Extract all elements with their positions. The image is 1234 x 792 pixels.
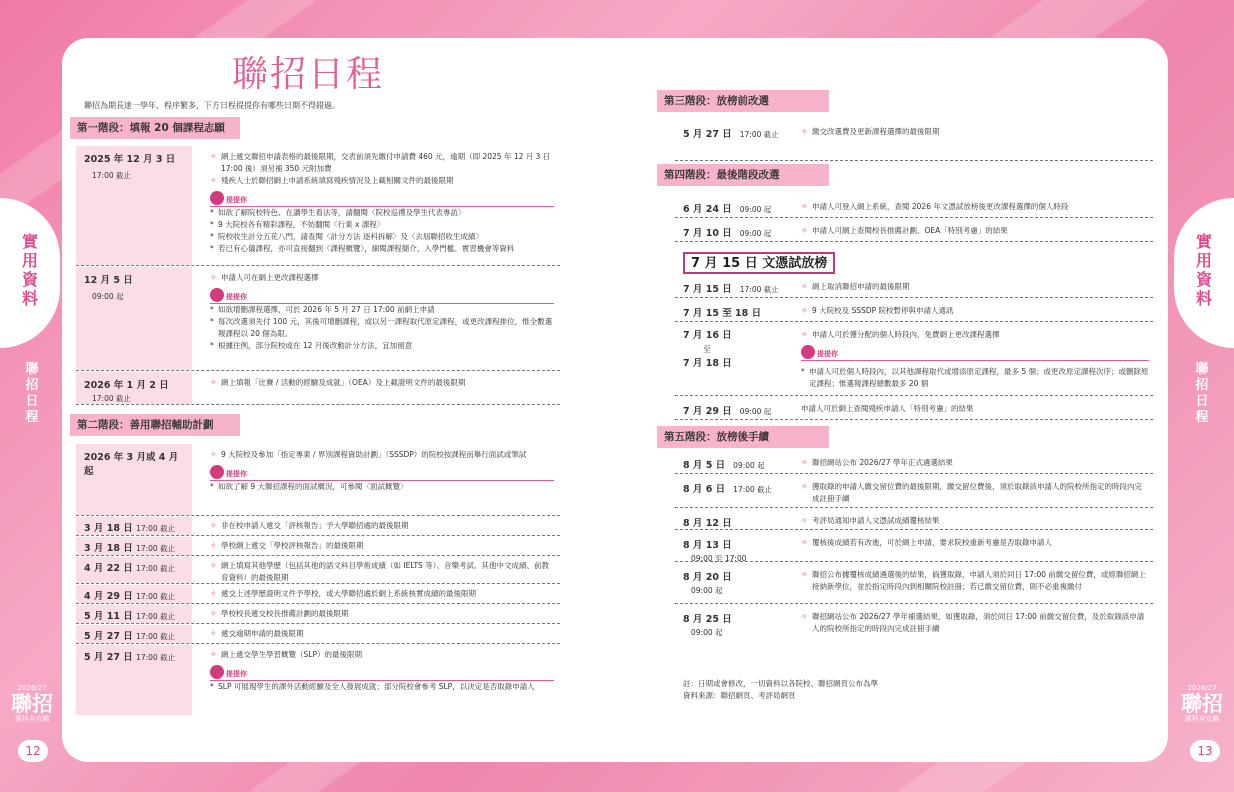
date: 2026 年 1 月 2 日: [84, 380, 169, 391]
date-cell: [76, 605, 192, 623]
stage-4-header: 第四階段：最後階段改選: [657, 164, 829, 186]
tip-label: 提提你: [226, 293, 247, 301]
bullet-item: ✧ 申請人可於獲分配的個人時段內，免費網上更改課程選擇: [801, 329, 1149, 341]
description: [801, 281, 1149, 293]
tip-label: 提提你: [226, 470, 247, 478]
time: 09:00 起: [739, 407, 772, 416]
date: [683, 481, 772, 495]
note: * 院校收生計分五花八門，請查閱〈計分方法 逐科拆解〉及〈去屆聯招收生成績〉: [210, 231, 554, 243]
date: [683, 126, 779, 140]
date-cell: [76, 267, 192, 370]
bullet-item: ✧ 學校校長遞交校長推薦計劃的最後限期: [210, 608, 554, 620]
date-to: 至: [703, 345, 711, 354]
date: [683, 569, 732, 596]
schedule-row: [675, 220, 1153, 242]
tab-char: 用: [21, 251, 38, 270]
date-text: 7 月 29 日: [683, 406, 732, 417]
date: [683, 537, 747, 564]
sub-char: 日: [25, 394, 39, 409]
date-text: 7 月 15 至 18 日: [683, 308, 762, 319]
bullet-item: ✧ 學校網上遞交「學校評核報告」的最後限期: [210, 540, 554, 552]
tip-marker: [210, 288, 554, 304]
description: [801, 569, 1149, 593]
description: [801, 537, 1149, 549]
schedule-row: [675, 196, 1153, 218]
date: 2025 年 12 月 3 日: [84, 154, 176, 165]
sub-char: 聯: [1195, 362, 1209, 377]
date-text: 8 月 5 日: [683, 460, 726, 471]
description: [204, 517, 560, 537]
schedule-row: [76, 267, 560, 371]
note: * 如欲增刪課程選擇，可於 2026 年 5 月 27 日 17:00 前網上申請: [210, 304, 554, 316]
results-day-banner: 7 月 15 日 文憑試放榜: [683, 252, 835, 274]
schedule-row: [76, 645, 560, 715]
tip-icon: [210, 191, 224, 205]
tab-char: 實: [1195, 232, 1212, 251]
description: [204, 267, 560, 357]
time: 09:00 起: [691, 628, 723, 637]
tip-marker: [210, 465, 554, 481]
description: [204, 585, 560, 605]
time: 17:00 截止: [136, 632, 176, 641]
note: * 每次改選須先付 100 元，其後可增刪課程，或以另一課程取代原定課程，或更改課程排位，惟全數選報課程以 20 個為限。: [210, 316, 554, 340]
right-page: [615, 38, 1168, 762]
tip-label: 提提你: [817, 350, 838, 358]
time: 17:00 截止: [136, 524, 176, 533]
bullet-item: ✧ 獲取錄的申請人繳交留位費的最後限期，繳交留位費後，須於取錄該申請人的院校所指定的時段內完成註冊手續: [801, 481, 1149, 505]
schedule-row: [675, 324, 1153, 396]
description: [204, 146, 560, 260]
description: [801, 329, 1149, 361]
description: [801, 515, 1149, 527]
date-text: 7 月 18 日: [683, 358, 732, 369]
brand-logo-right: [1174, 684, 1230, 724]
stage-5-header: 第五階段：放榜後手續: [657, 426, 829, 448]
description: [204, 372, 560, 394]
brand-logo-text: 聯招: [1181, 691, 1223, 716]
date-text: 8 月 25 日: [683, 614, 732, 625]
schedule-row: [675, 532, 1153, 562]
time: 09:00 起: [733, 461, 765, 470]
side-subtitle-right: [1192, 362, 1212, 426]
bullet-item: ✧ 聯招網站公布 2026/27 學年正式遴選結果: [801, 457, 1149, 469]
date: [683, 225, 771, 239]
tip-marker: [801, 345, 1149, 361]
tab-char: 資: [1195, 270, 1212, 289]
note: * 申請人可於個人時段內，以其他課程取代或增添原定課程，最多 5 個；或更改原定課程次序；或刪除原定課程；惟選報課程總數最多 20 個: [801, 366, 1149, 390]
description: [801, 305, 1149, 317]
footnote-line: 資料來源：聯招網頁、考評局網頁: [683, 691, 796, 700]
date: 3 月 18 日: [84, 523, 133, 534]
tab-char: 料: [21, 289, 38, 308]
schedule-row: [675, 276, 1153, 298]
note: * 若已有心儀課程，亦可直接翻到〈課程概覽〉，細閱課程簡介、入學門檻、實習機會等資料: [210, 243, 554, 255]
date-cell: [76, 444, 192, 515]
bullet-item: ✧ 網上取消聯招申請的最後限期: [801, 281, 1149, 293]
schedule-row: [76, 444, 560, 516]
date: 4 月 22 日: [84, 563, 133, 574]
side-tab-right: [1174, 198, 1234, 348]
date-text: 8 月 20 日: [683, 572, 732, 583]
schedule-row: [76, 605, 560, 624]
note: * 如欲了解 9 大聯招課程的面試概況，可參閱〈面試概覽〉: [210, 481, 554, 493]
description: [801, 126, 1149, 138]
date-cell: [76, 585, 192, 603]
page-number-right: 13: [1190, 740, 1220, 762]
tip-icon: [210, 288, 224, 302]
date: 5 月 27 日: [84, 631, 133, 642]
tab-char: 用: [1195, 251, 1212, 270]
date-text: 8 月 6 日: [683, 484, 726, 495]
date: 2026 年 3 月或 4 月起: [84, 452, 179, 477]
stage-1-header: 第一階段：填報 20 個課程志願: [70, 117, 240, 139]
date: [683, 281, 779, 295]
date: 12 月 5 日: [84, 275, 133, 286]
date-text: 8 月 13 日: [683, 540, 732, 551]
bullet-item: ✧ 聯招網站公布 2026/27 學年補選結果，如獲取錄，須於同日 17:00 前繳交留位費，及於取錄該申請人的院校所指定的時段內完成註冊手續: [801, 611, 1149, 635]
schedule-row: [675, 398, 1153, 420]
stage-3-header: 第三階段：放榜前改選: [657, 90, 829, 112]
sub-char: 程: [1195, 410, 1209, 425]
schedule-row: [76, 625, 560, 644]
bullet-item: ✧ 遞交逾期申請的最後限期: [210, 628, 554, 640]
date-cell: [76, 146, 192, 265]
page-title: 聯招日程: [232, 54, 385, 95]
description-text: 申請人可於網上查閱殘疾申請人「特別考慮」的結果: [801, 404, 974, 413]
schedule-row: [675, 121, 1153, 161]
date: [683, 305, 761, 319]
description: [204, 605, 560, 625]
note: * 根據往例，部分院校或在 12 月後改動計分方法，宜加留意: [210, 340, 554, 352]
time: 17:00 截止: [136, 564, 176, 573]
footnote-line: 註：日期或會修改，一切資料以各院校、聯招網頁公布為準: [683, 679, 878, 688]
schedule-row: [76, 585, 560, 604]
schedule-row: [76, 557, 560, 584]
date: [683, 611, 732, 638]
date-cell: [76, 372, 192, 404]
schedule-row: [76, 372, 560, 405]
brand-tagline: 選科全攻略: [1184, 715, 1220, 723]
date: 5 月 11 日: [84, 611, 133, 622]
footnote: [683, 678, 878, 702]
tip-label: 提提你: [226, 196, 247, 204]
date-text: 8 月 12 日: [683, 518, 732, 529]
schedule-row: [675, 564, 1153, 604]
description: [801, 481, 1149, 505]
description: [204, 625, 560, 645]
time: 09:00 起: [92, 292, 124, 301]
side-tab-left: [0, 198, 60, 348]
time: 17:00 截止: [136, 653, 176, 662]
bullet-item: ✧ 9 大院校及 SSSDP 院校暫停與申請人通訊: [801, 305, 1149, 317]
date-text: 7 月 10 日: [683, 228, 732, 239]
bullet-item: ✧ 網上填報「比賽 / 活動的經驗及成就」（OEA）及上載證明文件的最後限期: [210, 377, 554, 389]
schedule-row: [76, 537, 560, 556]
bullet-item: ✧ 9 大院校及參加「指定專業 / 界別課程資助計劃」（SSSDP）的院校按課程而舉行面試或筆試: [210, 449, 554, 461]
time: 09:00 至 17:00: [691, 554, 747, 563]
sub-char: 招: [25, 378, 39, 393]
book-spread: [62, 38, 1168, 762]
page-number-left: 12: [18, 740, 48, 762]
date-cell: [76, 625, 192, 643]
bullet-item: ✧ 申請人可在網上更改課程選擇: [210, 272, 554, 284]
description: [204, 645, 560, 698]
bullet-item: ✧ 網上遞交聯招申請表格的最後限期，交表前須先繳付申請費 460 元，逾期（即 2025 年 12 月 3 日 17:00 後）須另補 350 元附加費: [210, 151, 554, 175]
intro-text: 聯招為期長達一學年，程序繁多，下方日程提提你有哪些日期不得錯過。: [84, 101, 340, 110]
bullet-item: ✧ 覆核後成績若有改進，可於網上申請，要求院校重新考慮是否取錄申請人: [801, 537, 1149, 549]
schedule-row: [675, 510, 1153, 530]
schedule-row: [76, 517, 560, 536]
sub-char: 招: [1195, 378, 1209, 393]
tab-char: 料: [1195, 289, 1212, 308]
stage-2-header: 第二階段：善用聯招輔助計劃: [70, 414, 240, 436]
sub-char: 程: [25, 410, 39, 425]
description: [204, 537, 560, 557]
date: [683, 201, 771, 215]
time: 17:00 截止: [92, 394, 131, 403]
schedule-row: [675, 452, 1153, 474]
note: * 9 大院校各有精彩課程，不妨翻閱〈行業 x 課程〉: [210, 219, 554, 231]
description: [801, 201, 1149, 213]
schedule-row: [675, 300, 1153, 322]
date: 5 月 27 日: [84, 652, 133, 663]
time: 17:00 截止: [733, 485, 773, 494]
tip-marker: [210, 665, 554, 681]
date: 4 月 29 日: [84, 591, 133, 602]
bullet-item: ✧ 繳交改選費及更新課程選擇的最後限期: [801, 126, 1149, 138]
bullet-item: ✧ 聯招公布據覆核成績遴選後的結果，倘獲取錄，申請人須於同日 17:00 前繳交留位費，或經聯招網上接納新學位，並於指定時段內到相關院校註冊；若已繳交留位費，則不必重複繳付: [801, 569, 1149, 593]
side-subtitle-left: [22, 362, 42, 426]
description: [801, 225, 1149, 237]
sub-char: 聯: [25, 362, 39, 377]
description: [801, 403, 1149, 415]
bullet-item: ✧ 申請人可登入網上系統，查閱 2026 年文憑試放榜後更改課程選擇的個人時段: [801, 201, 1149, 213]
tip-label: 提提你: [226, 670, 247, 678]
date-text: 7 月 15 日: [683, 284, 732, 295]
description: [204, 444, 560, 498]
time: 17:00 截止: [739, 130, 779, 139]
tab-char: 實: [21, 232, 38, 251]
tip-icon: [801, 345, 815, 359]
brand-logo-text: 聯招: [11, 691, 53, 716]
bullet-item: ✧ 非在校申請人遞交「評核報告」予大學聯招處的最後限期: [210, 520, 554, 532]
schedule-row: [76, 146, 560, 266]
description: [801, 611, 1149, 635]
date-cell: [76, 645, 192, 715]
date-text: 6 月 24 日: [683, 204, 732, 215]
schedule-row: [675, 606, 1153, 646]
note-block: [801, 366, 1149, 390]
bullet-item: ✧ 網上遞交學生學習概覽（SLP）的最後限期: [210, 649, 554, 661]
side-tab-text: [1194, 232, 1214, 308]
description: [801, 457, 1149, 469]
time: 17:00 截止: [136, 544, 176, 553]
date-text: 7 月 16 日: [683, 330, 732, 341]
tab-char: 資: [21, 270, 38, 289]
tip-icon: [210, 665, 224, 679]
tip-icon: [210, 465, 224, 479]
schedule-row: [675, 476, 1153, 508]
time: 17:00 截止: [136, 592, 176, 601]
note: * SLP 可展現學生的課外活動經驗及全人發展成就；部分院校會參考 SLP，以決定是否取錄申請人: [210, 681, 554, 693]
date: [683, 403, 771, 417]
bullet-item: ✧ 遞交上述學歷證明文件予學校，或大學聯招處於網上系統核實成績的最後限期: [210, 588, 554, 600]
bullet-item: ✧ 殘疾人士於聯招網上申請系統填寫殘疾情況及上載相關文件的最後限期: [210, 175, 554, 187]
date-cell: [76, 517, 192, 535]
tip-marker: [210, 191, 554, 207]
date-cell: [76, 557, 192, 583]
brand-tagline: 選科全攻略: [14, 715, 50, 723]
time: 09:00 起: [691, 586, 723, 595]
time: 17:00 截止: [739, 285, 779, 294]
bullet-item: ✧ 申請人可網上查閱校長推薦計劃、OEA「特別考慮」的結果: [801, 225, 1149, 237]
brand-logo-left: [4, 684, 60, 724]
date: [683, 457, 765, 471]
date: 3 月 18 日: [84, 543, 133, 554]
note: * 如欲了解院校特色、在讀學生看法等，請翻閱〈院校巡禮及學生代表專訪〉: [210, 207, 554, 219]
brand-year: 2026/27: [1187, 684, 1217, 692]
date: [683, 515, 732, 529]
side-tab-text: [20, 232, 40, 308]
left-page: [62, 38, 615, 762]
bullet-item: ✧ 考評局通知申請人文憑試成績覆核結果: [801, 515, 1149, 527]
date-cell: [76, 537, 192, 555]
time: 17:00 截止: [92, 171, 131, 180]
date: [683, 329, 732, 371]
time: 17:00 截止: [136, 612, 176, 621]
bullet-item: ✧ 網上填寫其他學歷（包括其他的語文科目學術成績（如 IELTS 等）、音樂考試、其他中文成績、前教育資料）的最後限期: [210, 560, 554, 584]
time: 09:00 起: [739, 229, 772, 238]
sub-char: 日: [1195, 394, 1209, 409]
brand-year: 2026/27: [17, 684, 47, 692]
date-text: 5 月 27 日: [683, 129, 732, 140]
time: 09:00 起: [739, 205, 772, 214]
